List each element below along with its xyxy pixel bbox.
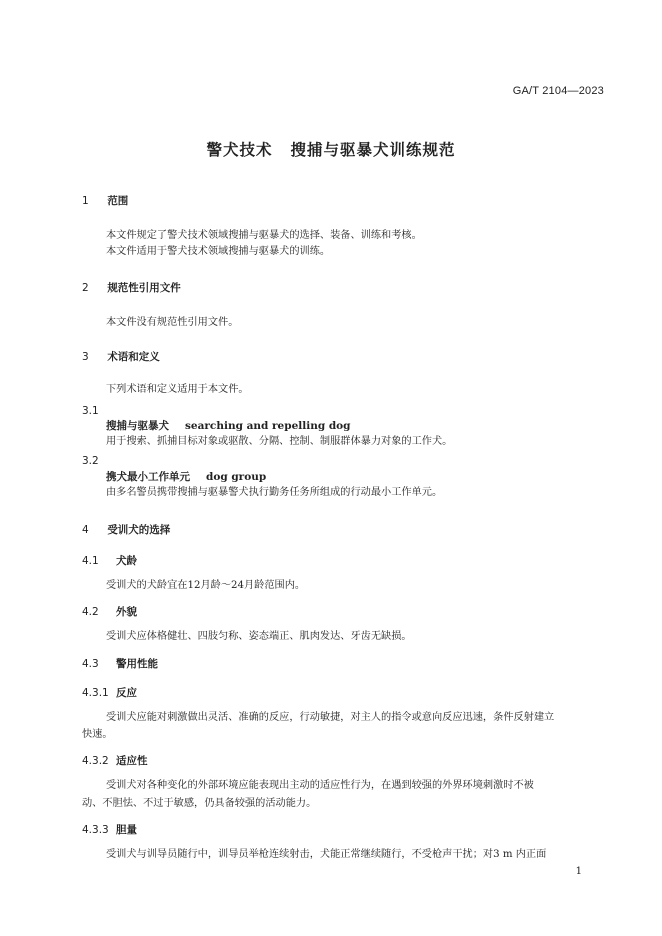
section-4-3-1-line-2: 快速。 [82,729,113,740]
term-3-2: 携犬最小工作单元 dog group [106,471,267,483]
term-number-3-2: 3.2 [82,455,99,467]
term-3-1: 搜捕与驱暴犬 searching and repelling dog [106,420,351,432]
section-3-intro: 下列术语和定义适用于本文件。 [106,384,249,395]
section-heading-4-2: 4.2 外貌 [82,606,137,618]
section-heading-4-3: 4.3 警用性能 [82,658,158,670]
section-heading-4-3-3: 4.3.3 胆量 [82,824,137,836]
section-heading-4-1: 4.1 犬龄 [82,555,137,567]
section-2-paragraph-1: 本文件没有规范性引用文件。 [106,317,239,328]
section-heading-3: 3 术语和定义 [82,351,160,363]
section-4-3-1-line-1: 受训犬应能对刺激做出灵活、准确的反应，行动敏捷，对主人的指令或意向反应迅速，条件反射建立 [106,712,555,723]
section-heading-4-3-1: 4.3.1 反应 [82,687,137,699]
section-heading-4: 4 受训犬的选择 [82,524,171,536]
section-4-3-3-line-1: 受训犬与训导员随行中，训导员举枪连续射击，犬能正常继续随行，不受枪声干扰；对3 m 内正面 [106,849,547,860]
section-4-3-2-line-1: 受训犬对各种变化的外部环境应能表现出主动的适应性行为，在遇到较强的外界环境刺激时不被 [106,780,534,791]
section-4-1-paragraph: 受训犬的犬龄宜在12月龄～24月龄范围内。 [106,580,306,591]
term-3-2-definition: 由多名警员携带搜捕与驱暴警犬执行勤务任务所组成的行动最小工作单元。 [106,487,443,498]
section-heading-4-3-2: 4.3.2 适应性 [82,755,148,767]
title-part-1: 警犬技术 [206,141,273,159]
section-heading-2: 2 规范性引用文件 [82,282,181,294]
section-1-paragraph-2: 本文件适用于警犬技术领域搜捕与驱暴犬的训练。 [106,246,331,257]
title-part-2: 搜捕与驱暴犬训练规范 [290,141,456,159]
section-heading-1: 1 范围 [82,195,129,207]
term-number-3-1: 3.1 [82,405,99,417]
standard-code: GA/T 2104—2023 [512,85,604,97]
page-number: 1 [575,866,582,877]
term-3-1-definition: 用于搜索、抓捕目标对象或驱散、分隔、控制、制服群体暴力对象的工作犬。 [106,436,453,447]
section-4-2-paragraph: 受训犬应体格健壮、四肢匀称、姿态端正、肌肉发达、牙齿无缺损。 [106,631,412,642]
section-1-paragraph-1: 本文件规定了警犬技术领域搜捕与驱暴犬的选择、装备、训练和考核。 [106,230,422,241]
document-title [0,138,662,160]
section-4-3-2-line-2: 动、不胆怯、不过于敏感，仍具备较强的活动能力。 [82,798,317,809]
